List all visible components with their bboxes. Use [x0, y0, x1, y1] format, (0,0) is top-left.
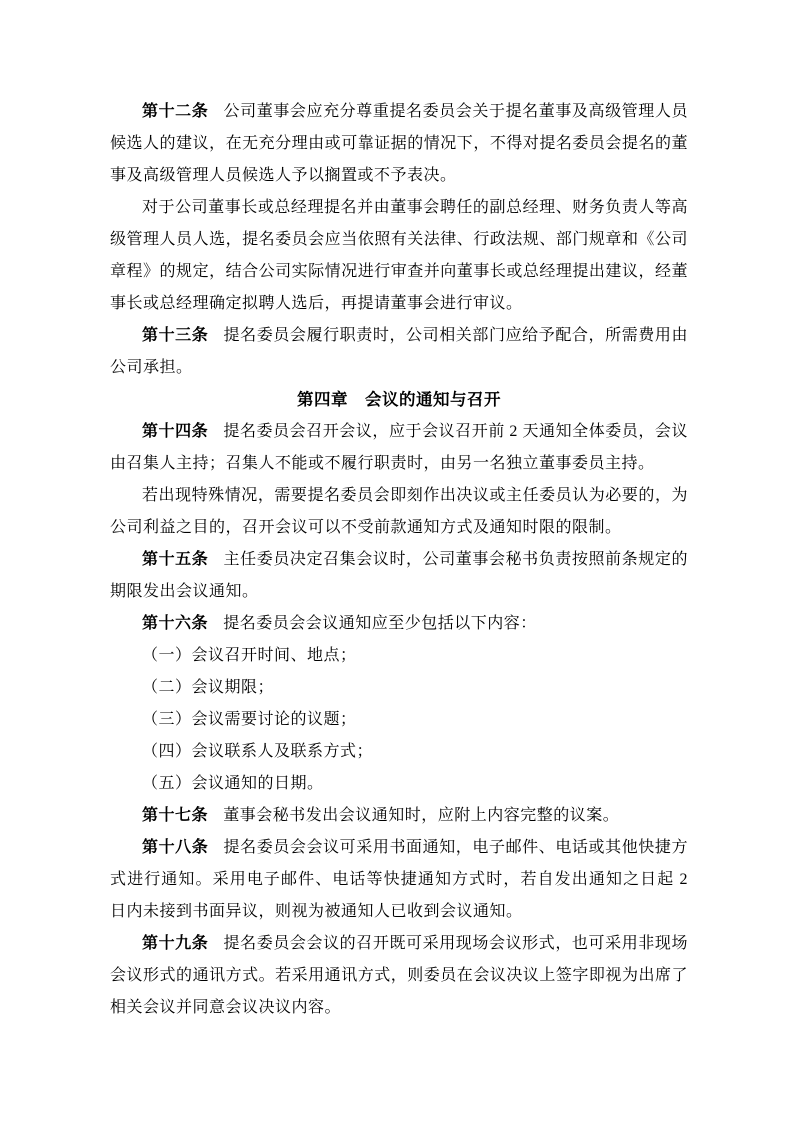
- list-item-text: （三）会议需要讨论的议题；: [142, 711, 357, 728]
- article-paragraph: [110, 544, 688, 608]
- list-item: [110, 704, 688, 736]
- article-number: 第十七条: [142, 807, 209, 824]
- article-number: 第十九条: [142, 935, 209, 952]
- list-item: [110, 736, 688, 768]
- article-paragraph: [110, 832, 688, 928]
- article-paragraph: [110, 320, 688, 384]
- article-number: 第十四条: [142, 423, 209, 440]
- article-paragraph: [110, 416, 688, 480]
- article-number: 第十三条: [142, 327, 209, 344]
- list-item: [110, 672, 688, 704]
- article-paragraph: [110, 96, 688, 192]
- article-text: 提名委员会会议可采用书面通知，电子邮件、电话或其他快捷方式进行通知。采用电子邮件、电话等快捷通知方式时，若自发出通知之日起 2 日内未接到书面异议，则视为被通知人已收到会议通知。: [110, 839, 688, 920]
- article-text: 提名委员会召开会议，应于会议召开前 2 天通知全体委员，会议由召集人主持；召集人不能或不履行职责时，由另一名独立董事委员主持。: [110, 423, 688, 472]
- chapter-heading: 第四章 会议的通知与召开: [297, 390, 501, 409]
- list-item-text: （一）会议召开时间、地点；: [142, 647, 357, 664]
- article-number: 第十六条: [142, 615, 209, 632]
- list-item-text: （五）会议通知的日期。: [142, 775, 324, 792]
- article-text: 董事会秘书发出会议通知时，应附上内容完整的议案。: [223, 807, 620, 824]
- article-number: 第十八条: [142, 839, 209, 856]
- list-item: [110, 768, 688, 800]
- article-text: 公司董事会应充分尊重提名委员会关于提名董事及高级管理人员候选人的建议，在无充分理由或可靠证据的情况下，不得对提名委员会提名的董事及高级管理人员候选人予以搁置或不予表决。: [110, 103, 688, 184]
- list-item: [110, 640, 688, 672]
- paragraph-text: 对于公司董事长或总经理提名并由董事会聘任的副总经理、财务负责人等高级管理人员人选，提名委员会应当依照有关法律、行政法规、部门规章和《公司章程》的规定，结合公司实际情况进行审查并向董事长或总经理提出建议，经董事长或总经理确定拟聘人选后，再提请董事会进行审议。: [110, 199, 688, 312]
- article-number: 第十五条: [142, 551, 209, 568]
- body-paragraph: [110, 192, 688, 320]
- list-item-text: （四）会议联系人及联系方式；: [142, 743, 374, 760]
- article-text: 主任委员决定召集会议时，公司董事会秘书负责按照前条规定的期限发出会议通知。: [110, 551, 688, 600]
- article-text: 提名委员会履行职责时，公司相关部门应给予配合，所需费用由公司承担。: [110, 327, 688, 376]
- article-paragraph: [110, 608, 688, 640]
- article-text: 提名委员会会议的召开既可采用现场会议形式，也可采用非现场会议形式的通讯方式。若采用通讯方式，则委员在会议决议上签字即视为出席了相关会议并同意会议决议内容。: [110, 935, 688, 1016]
- article-number: 第十二条: [142, 103, 209, 120]
- list-item-text: （二）会议期限；: [142, 679, 275, 696]
- body-paragraph: [110, 480, 688, 544]
- article-text: 提名委员会会议通知应至少包括以下内容：: [223, 615, 537, 632]
- article-paragraph: [110, 928, 688, 1024]
- paragraph-text: 若出现特殊情况，需要提名委员会即刻作出决议或主任委员认为必要的，为公司利益之目的，召开会议可以不受前款通知方式及通知时限的限制。: [110, 487, 688, 536]
- article-paragraph: [110, 800, 688, 832]
